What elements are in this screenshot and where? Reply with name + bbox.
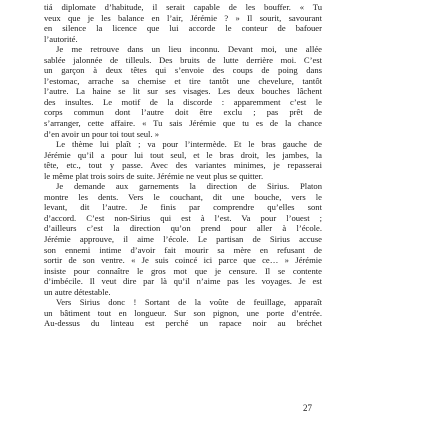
text-line: son ennemi intime d’avoir fait mourir sa mère en refusant de: [44, 244, 322, 255]
text-line: tiá diplomate d’habitude, il serait capable de les bouffer. « Tu: [44, 2, 322, 12]
text-line: sablée jalonnée de tilleuls. Des bruits de lutte derrière moi. C’est: [44, 54, 322, 65]
text-line: Je demande aux garnements la direction de Sirius. Platon: [56, 181, 322, 192]
text-line: insiste pour connaître le gros mot que je censure. Il se contente: [44, 265, 322, 276]
text-line: un garçon à deux têtes qui s’envoie des coups de poing dans: [44, 65, 322, 76]
text-line: d’en avoir un pour toi tout seul. »: [44, 128, 160, 139]
text-line: Vers Sirius donc ! Sortant de la voûte de feuillage, apparaît: [56, 297, 322, 308]
text-line: s’arranger, cette affaire. « Tu sais Jérémie que tu es de la chance: [44, 118, 322, 129]
text-line: des insultes. Le motif de la discorde : apparemment c’est le: [44, 96, 322, 107]
text-line: un bâtiment tout en longueur. Sur son pignon, une porte d’entrée.: [44, 307, 322, 318]
text-line: Jérémie qu’il a pour lui tout seul, et le bras droit, les jambes, la: [44, 149, 322, 160]
text-line: le même plat trois soirs de suite. Jérémie ne veut plus se quitter.: [44, 170, 264, 181]
text-line: veux que je les balance en l’air, Jérémie ? » Il sourit, savourant: [44, 12, 322, 23]
text-line: Je me retrouve dans un lieu inconnu. Devant moi, une allée: [56, 44, 322, 55]
text-line: Jérémie approuve, il aime l’école. Le partisan de Sirius accuse: [44, 234, 322, 245]
text-line: Au-dessus du linteau est perché un rapace noir au bréchet: [44, 318, 322, 329]
text-line: d’imbécile. Il veut dire par là qu’il n’aime pas les voyages. Je est: [44, 276, 322, 287]
text-column: [44, 2, 322, 329]
text-line: l’autorité.: [44, 33, 78, 44]
text-line: d’accord. C’est non-Sirius qui est à l’est. Va pour l’ouest ;: [44, 212, 322, 223]
text-line: l’autre. La haine se lit sur ses visages. Les deux bouches lâchent: [44, 86, 322, 97]
text-line: d’ailleurs c’est la direction qu’on prend pour aller à l’école.: [44, 223, 322, 234]
text-line: levant, dit l’autre. Je finis par comprendre qu’elles sont: [44, 202, 322, 213]
text-line: tête, etc., tout y passe. Avec des variantes minimes, je repasserai: [44, 160, 322, 171]
text-line: sortir de son ventre. « Je suis coincé ici parce que ce… » Jérémie: [44, 255, 322, 266]
text-line: l’estomac, arrache sa chemise et tire tantôt une chevelure, tantôt: [44, 75, 322, 86]
text-line: corps commun dont l’autre doit être exclu ; pas prêt de: [44, 107, 322, 118]
text-line: un autre détestable.: [44, 286, 111, 297]
page-number: 27: [303, 403, 312, 413]
text-line: montre les dents. Vers le couchant, dit une bouche, vers le: [44, 191, 322, 202]
text-line: en silence la licence que lui accorde le conteur de bafouer: [44, 23, 322, 34]
text-line: Le thème lui plaît ; va pour l’intermède. Et le bras gauche de: [56, 139, 322, 150]
